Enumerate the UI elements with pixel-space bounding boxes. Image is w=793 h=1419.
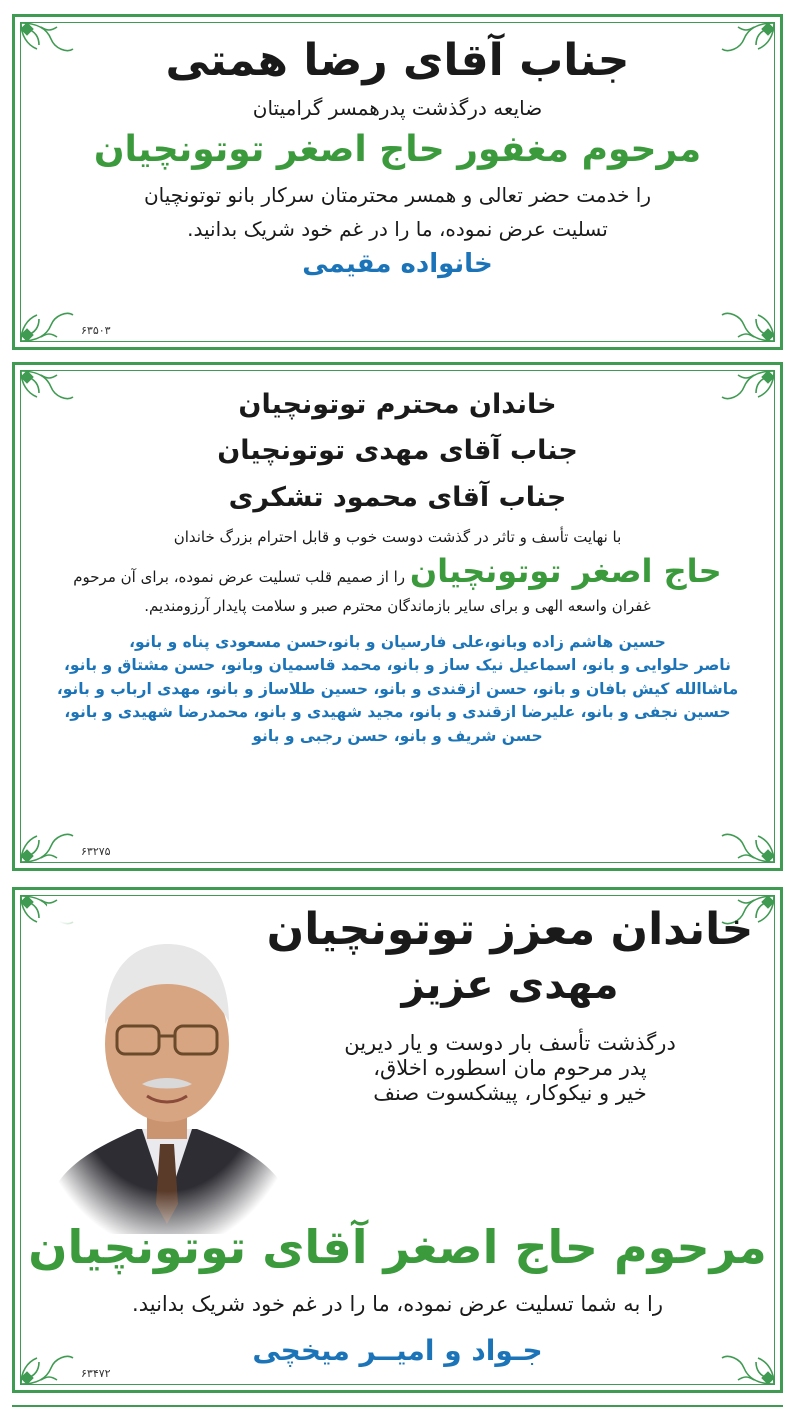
corner-ornament-icon — [17, 826, 75, 866]
ad-body-line: با نهایت تأسف و تاثر در گذشت دوست خوب و قابل احترام بزرگ خاندان — [173, 528, 622, 547]
ad-heading: جناب آقای محمود تشکری — [228, 481, 567, 513]
ad-code: ۶۳۴۷۲ — [81, 1367, 111, 1380]
ad-code: ۶۳۵۰۳ — [81, 324, 111, 337]
ad-body-line: پدر مرحوم مان اسطوره اخلاق، — [373, 1055, 647, 1080]
corner-ornament-icon — [720, 826, 778, 866]
ad-body-line: تسلیت عرض نموده، ما را در غم خود شریک بدانید. — [187, 216, 608, 241]
signatories-list — [15, 633, 780, 746]
signatory-line: حسین نجفی و بانو، علیرضا ازقندی و بانو، مجید شهیدی و بانو، محمدرضا شهیدی و بانو، — [64, 703, 731, 722]
corner-ornament-icon — [17, 367, 75, 407]
signatory-line: ماشاالله کیش بافان و بانو، حسن ازقندی و بانو، حسین طلاساز و بانو، مهدی ارباب و بانو، — [56, 679, 739, 698]
corner-ornament-icon — [17, 305, 75, 345]
ad-body — [260, 1031, 760, 1107]
ad-heading: خاندان محترم توتونچیان — [238, 389, 557, 420]
deceased-name: مرحوم حاج اصغر آقای توتونچیان — [28, 1220, 767, 1274]
ad-code: ۶۳۲۷۵ — [81, 845, 111, 858]
ad-body-line: خیر و نیکوکار، پیشکسوت صنف — [373, 1081, 647, 1106]
corner-ornament-icon — [720, 305, 778, 345]
ad-title: جناب آقای رضا همتی — [165, 35, 630, 86]
ad-body-line: را به شما تسلیت عرض نموده، ما را در غم خود شریک بدانید. — [132, 1292, 663, 1316]
ad-title: خاندان معزز توتونچیان — [266, 904, 754, 955]
condolence-ad-hemmati — [12, 14, 783, 350]
ad-subtitle: ضایعه درگذشت پدرهمسر گرامیتان — [252, 95, 543, 120]
condolence-ad-tashakori — [12, 362, 783, 871]
ad-signature: خانواده مقیمی — [302, 248, 493, 279]
corner-ornament-icon — [720, 367, 778, 407]
corner-ornament-icon — [720, 19, 778, 59]
signatory-line: حسین هاشم زاده وبانو،علی فارسیان و بانو،حسن مسعودی پناه و بانو، — [129, 632, 666, 651]
ad-body-text: را از صمیم قلب تسلیت عرض نموده، برای آن مرحوم — [73, 568, 406, 587]
signatory-line: حسن شریف و بانو، حسن رجبی و بانو — [252, 726, 543, 745]
signatory-line: ناصر حلوایی و بانو، اسماعیل نیک ساز و بانو، محمد قاسمیان وبانو، حسن مشتاق و بانو، — [64, 656, 731, 675]
condolence-ad-mikhchi — [12, 887, 783, 1393]
ad-text-block — [260, 890, 760, 1106]
ad-signature: جـواد و امیــر میخچی — [252, 1334, 543, 1367]
portrait-photo — [47, 904, 287, 1234]
ad-subtitle: مهدی عزیز — [401, 961, 619, 1008]
deceased-name: حاج اصغر توتونچیان — [409, 552, 722, 591]
ad-body-line: را خدمت حضر تعالی و همسر محترمتان سرکار بانو توتونچیان — [143, 182, 652, 207]
corner-ornament-icon — [17, 19, 75, 59]
ad-body-line: غفران واسعه الهی و برای سایر بازماندگان محترم صبر و سلامت پایدار آرزومندیم. — [144, 596, 651, 615]
ad-body-line: درگذشت تأسف بار دوست و یار دیرین — [344, 1030, 676, 1055]
ad-heading: جناب آقای مهدی توتونچیان — [217, 435, 578, 467]
ad-body-line — [15, 552, 780, 590]
deceased-name: مرحوم مغفور حاج اصغر توتونچیان — [93, 128, 702, 170]
